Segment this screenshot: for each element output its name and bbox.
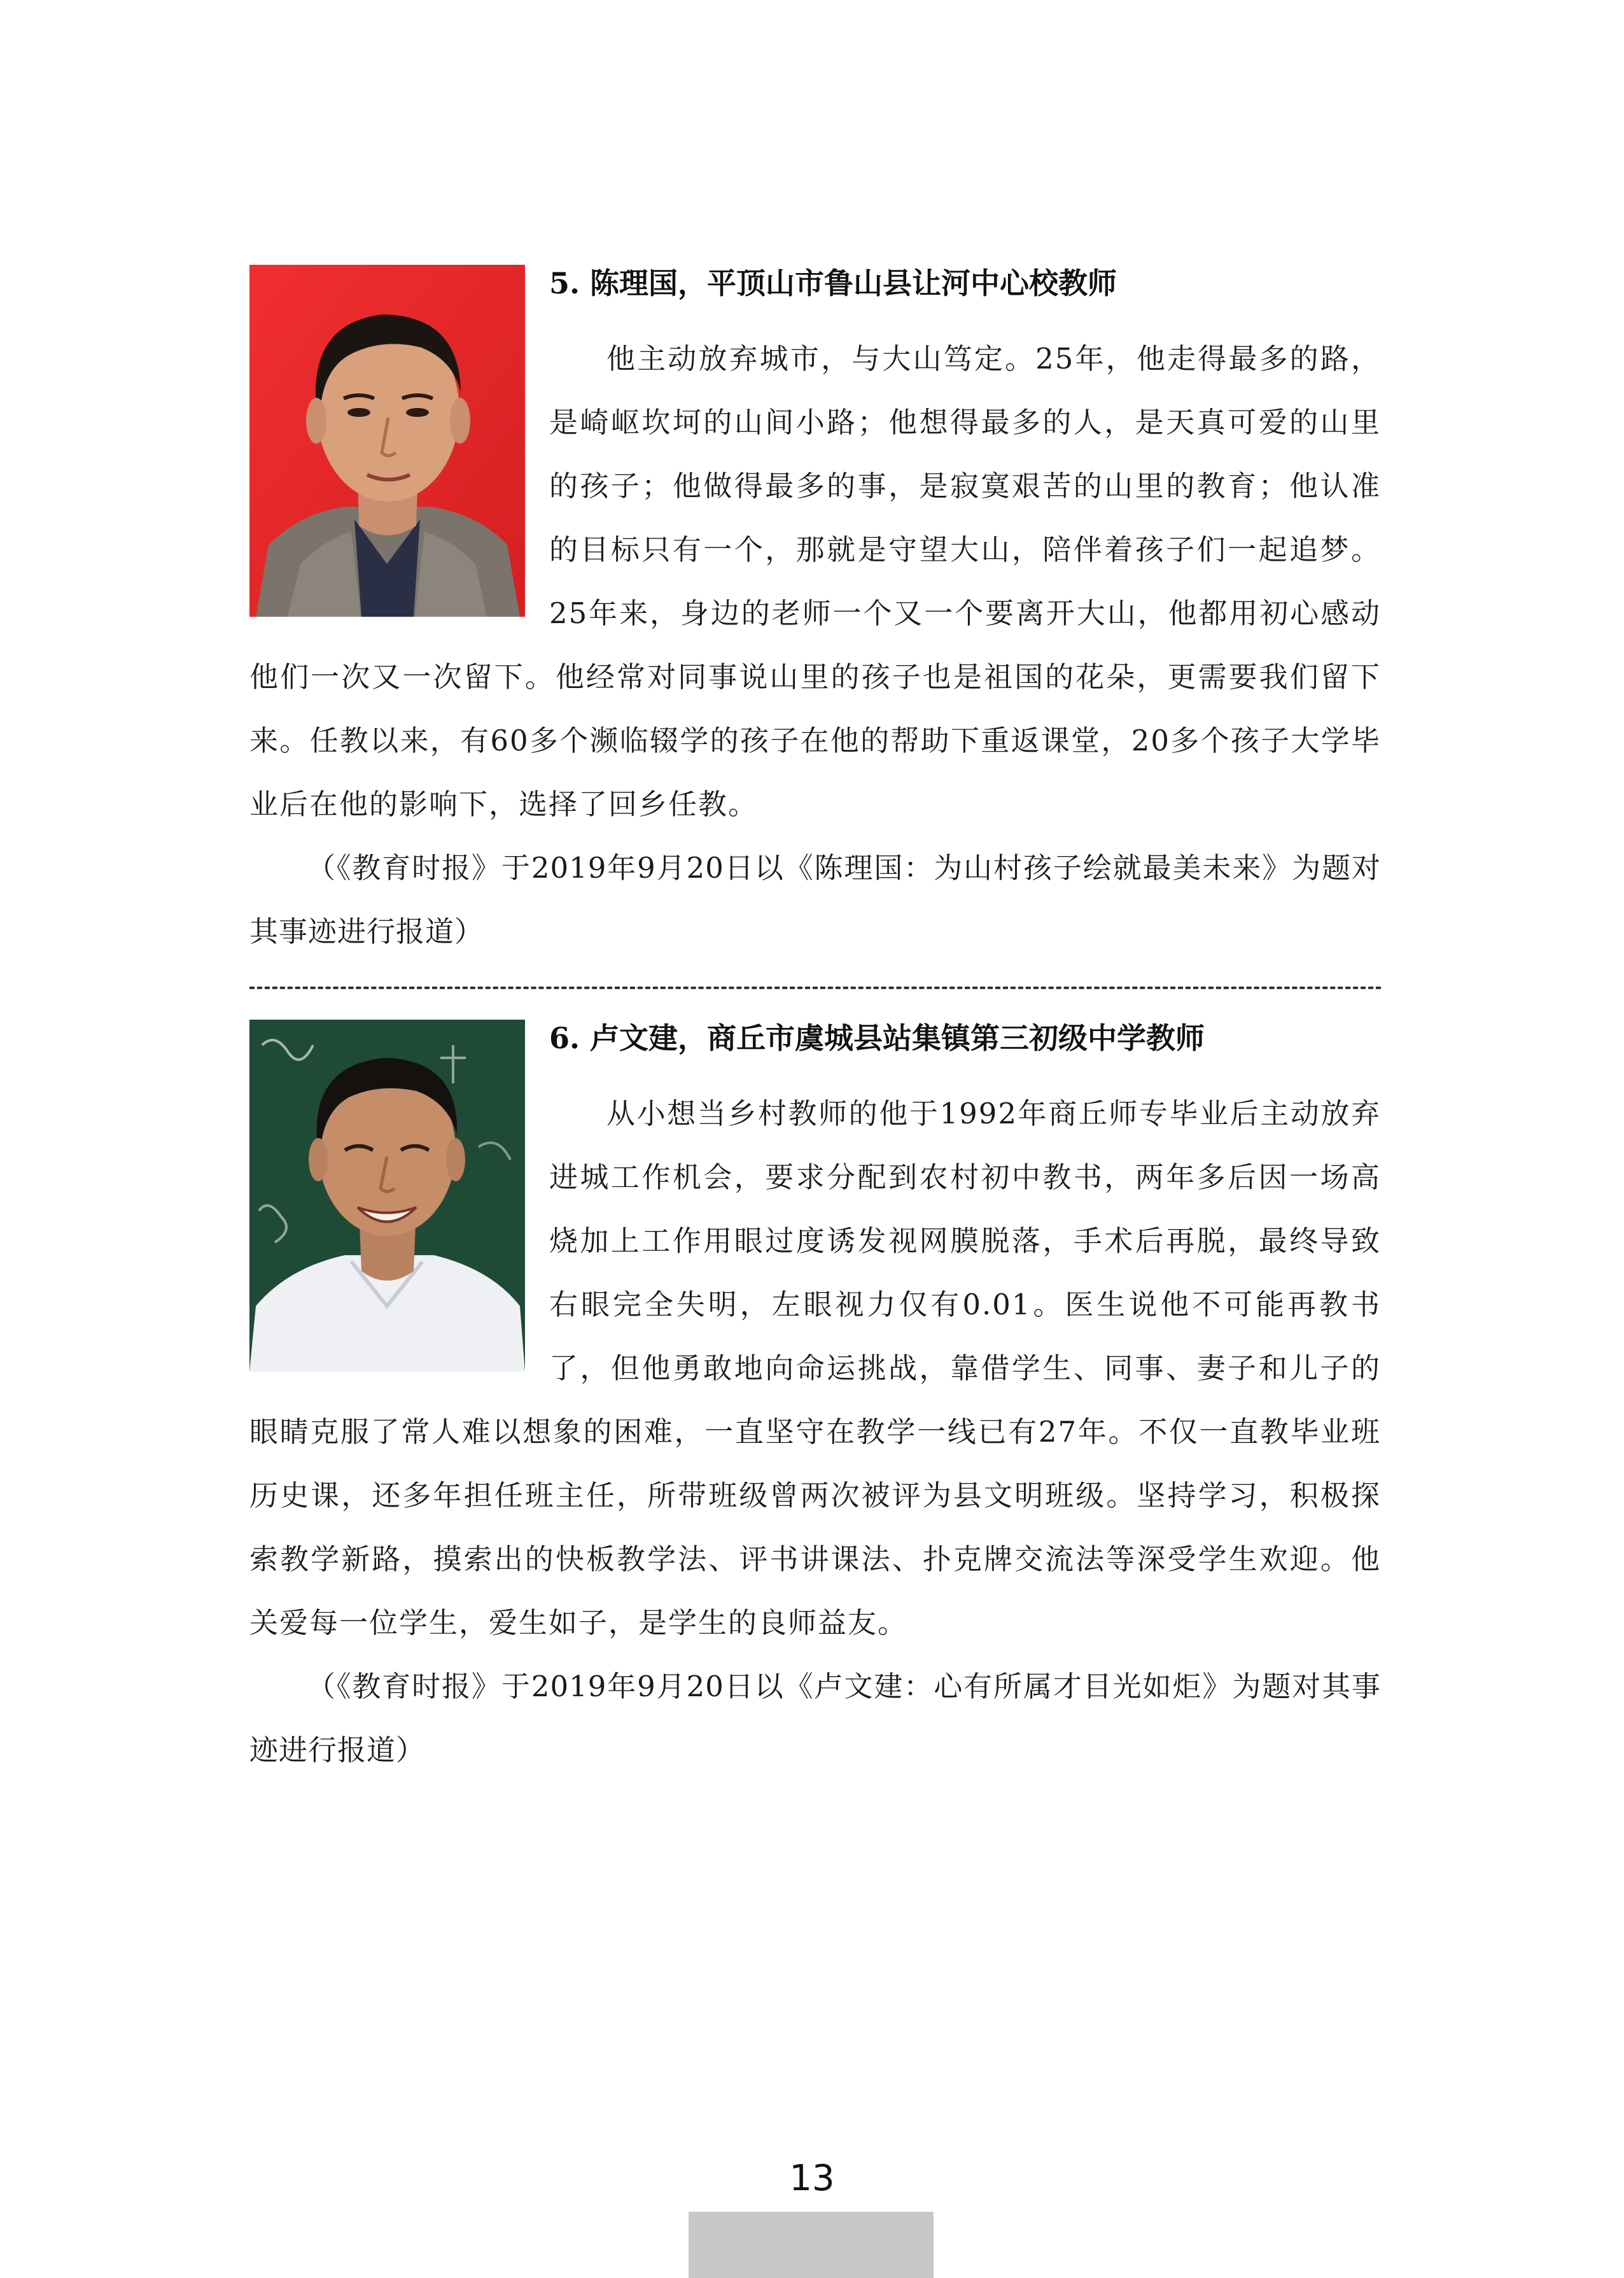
entry-body: 他主动放弃城市，与大山笃定。25年，他走得最多的路，是崎岖坎坷的山间小路；他想得最多的人，是天真可爱的山里的孩子；他做得最多的事，是寂寞艰苦的山里的教育；他认准的目标只有一个，那就是守望大山，陪伴着孩子们一起追梦。25年来，身边的老师一个又一个要离开大山，他都用初心感动他们一次又一次留下。他经常对同事说山里的孩子也是祖国的花朵，更需要我们留下来。任教以来，有60多个濒临辍学的孩子在他的帮助下重返课堂，20多个孩子大学毕业后在他的影响下，选择了回乡任教。 [249, 342, 1381, 821]
photo-chen-liguo [249, 265, 525, 617]
entry-title: 6. 卢文建，商丘市虞城县站集镇第三初级中学教师 [549, 1021, 1205, 1055]
report-note: （《教育时报》于2019年9月20日以《卢文建：心有所属才目光如炬》为题对其事迹进行报道） [249, 1670, 1381, 1767]
entry-chen-liguo [249, 265, 1381, 964]
page-number: 13 [789, 2158, 835, 2199]
entry-title: 5. 陈理国，平顶山市鲁山县让河中心校教师 [549, 266, 1117, 300]
entry-lu-wenjian [249, 1020, 1381, 1782]
dashed-divider [249, 987, 1381, 989]
portrait-man-blackboard-background-icon [249, 1020, 525, 1372]
report-note: （《教育时报》于2019年9月20日以《陈理国：为山村孩子绘就最美未来》为题对其事迹进行报道） [249, 851, 1381, 948]
photo-lu-wenjian [249, 1020, 525, 1372]
portrait-man-red-background-icon [249, 265, 525, 617]
entry-body: 从小想当乡村教师的他于1992年商丘师专毕业后主动放弃进城工作机会，要求分配到农村初中教书，两年多后因一场高烧加上工作用眼过度诱发视网膜脱落，手术后再脱，最终导致右眼完全失明，左眼视力仅有0.01。医生说他不可能再教书了，但他勇敢地向命运挑战，靠借学生、同事、妻子和儿子的眼睛克服了常人难以想象的困难，一直坚守在教学一线已有27年。不仅一直教毕业班历史课，还多年担任班主任，所带班级曾两次被评为县文明班级。坚持学习，积极探索教学新路，摸索出的快板教学法、评书讲课法、扑克牌交流法等深受学生欢迎。他关爱每一位学生，爱生如子，是学生的良师益友。 [249, 1097, 1381, 1640]
page-content [249, 265, 1381, 1782]
footer-bar [689, 2212, 934, 2278]
